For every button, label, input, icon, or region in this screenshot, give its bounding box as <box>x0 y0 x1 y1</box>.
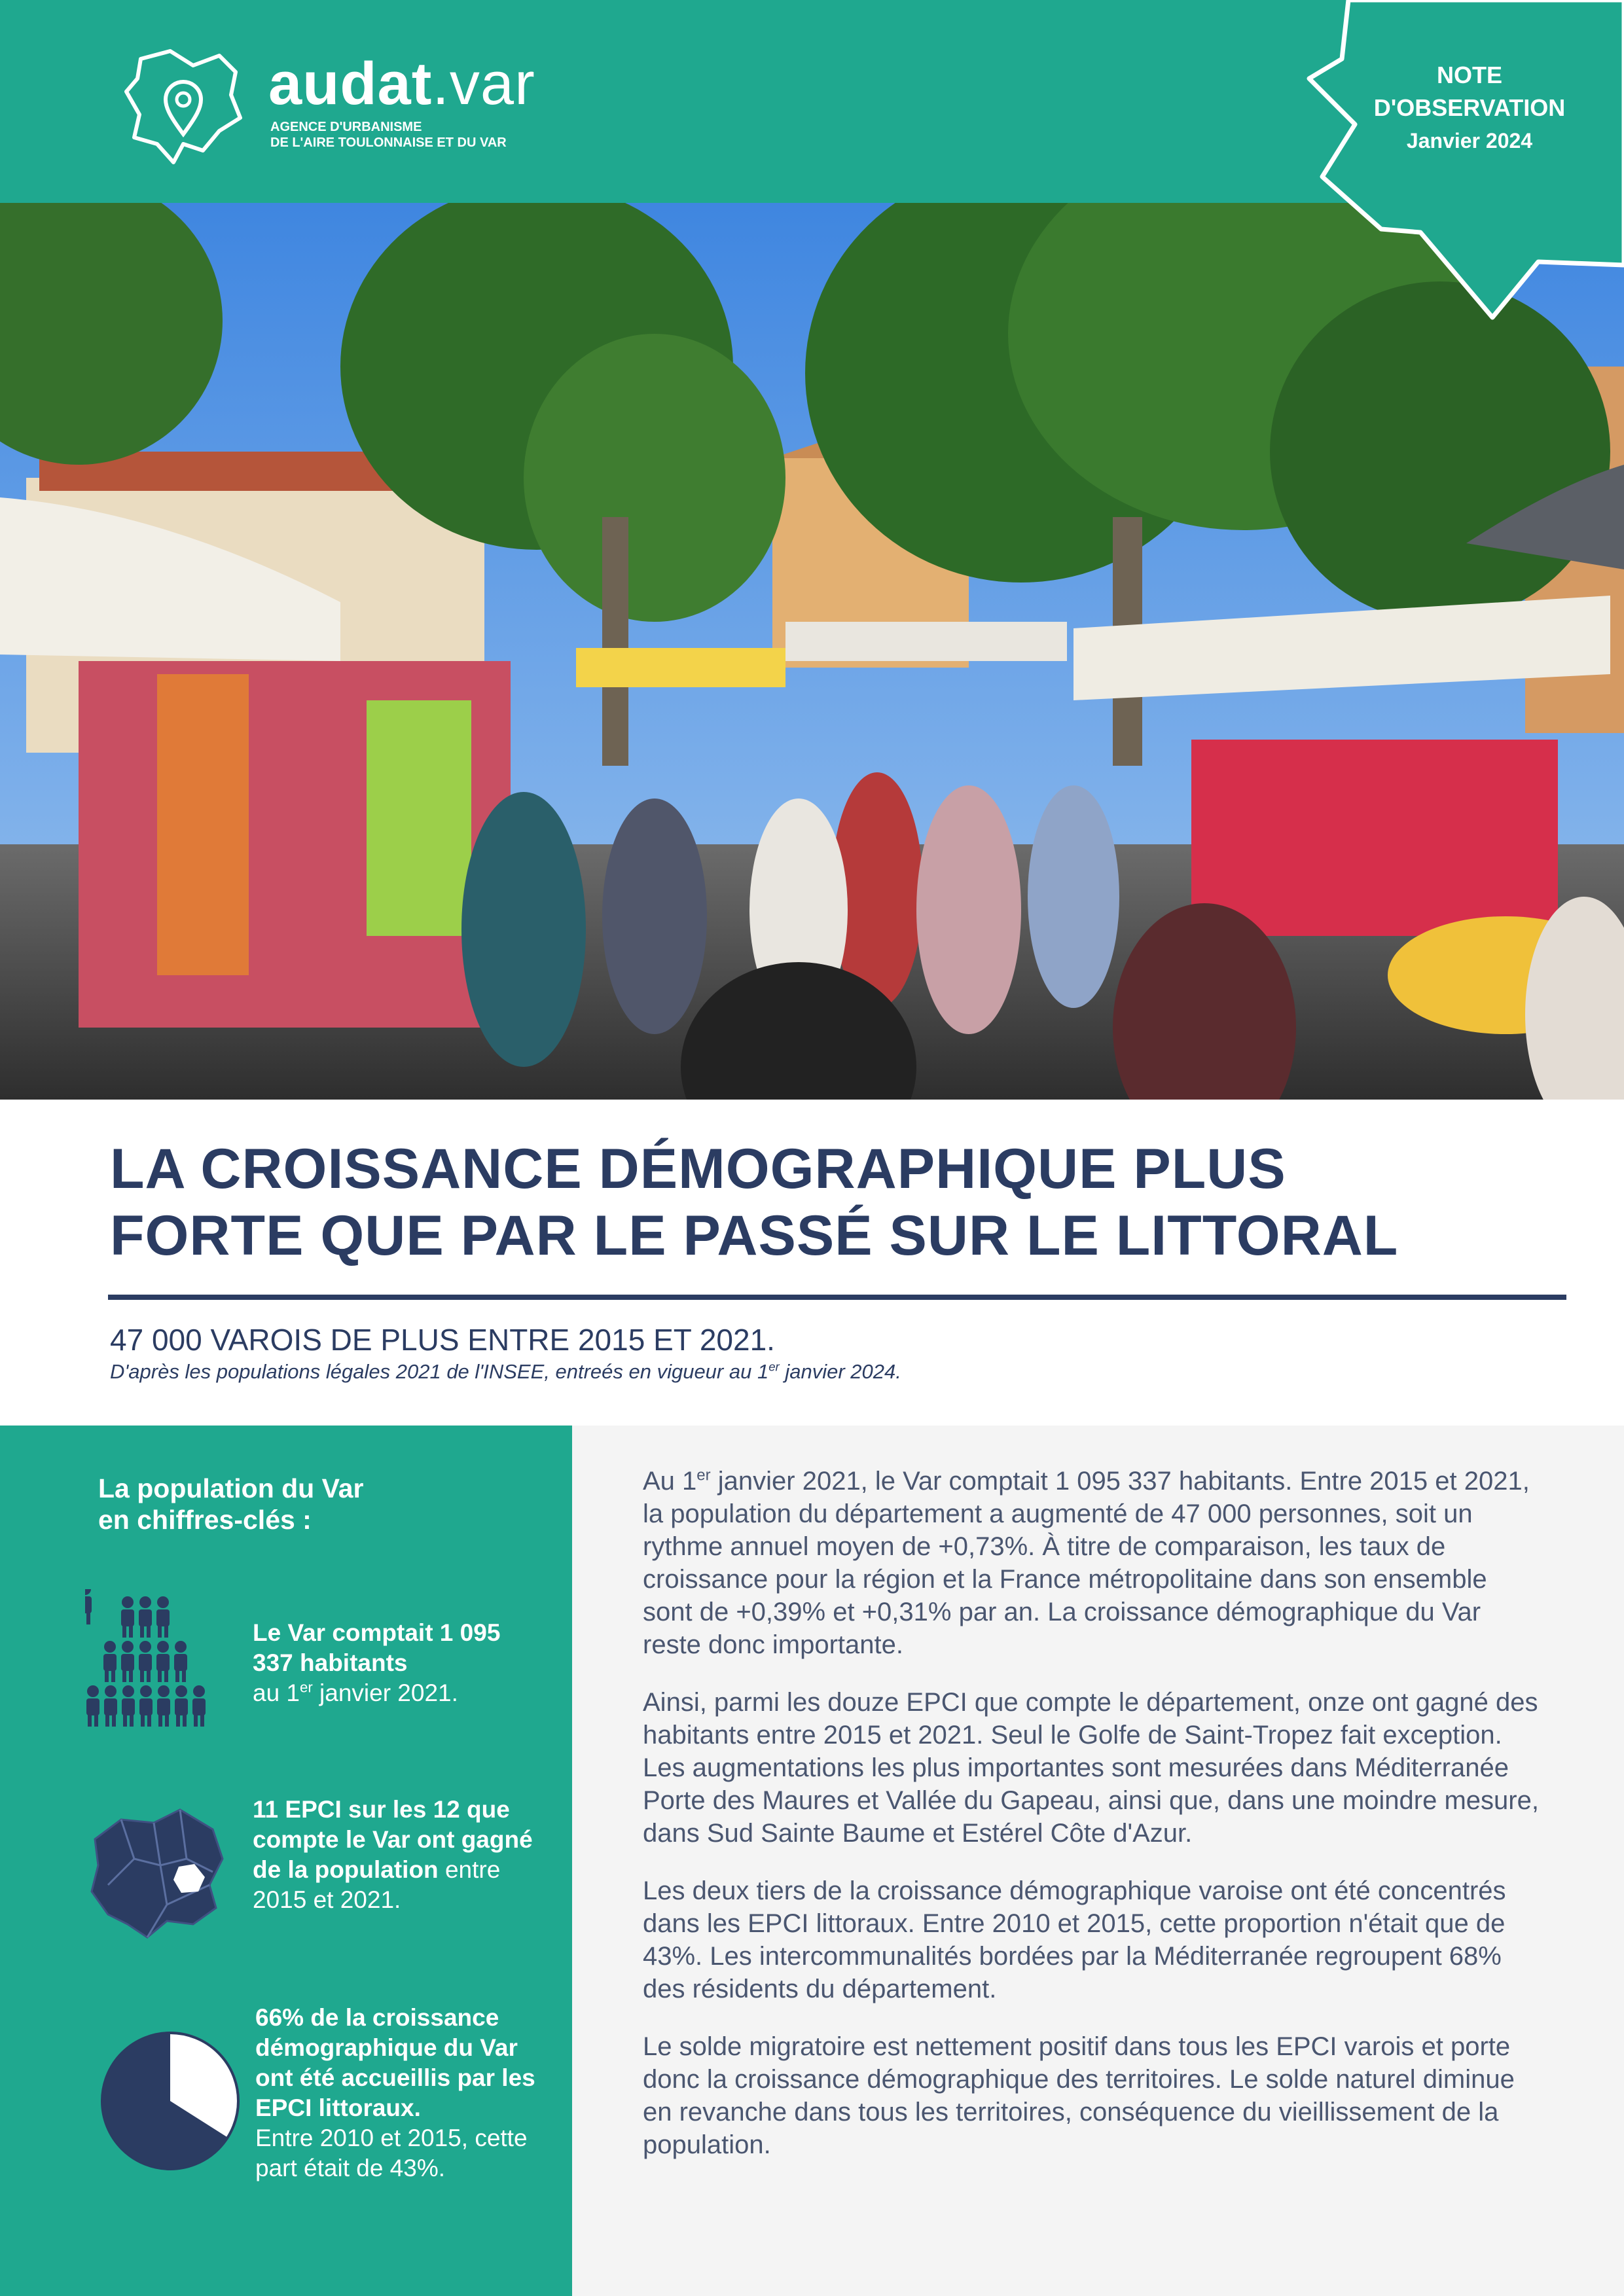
badge-line: D'OBSERVATION <box>1373 94 1566 121</box>
key-figures-heading-line: La population du Var <box>98 1473 364 1503</box>
brand-name: audat.var <box>268 50 535 117</box>
body-text <box>643 1465 1540 2186</box>
var-map-icon <box>82 1793 232 1944</box>
page-title-line: FORTE QUE PAR LE PASSÉ SUR LE LITTORAL <box>110 1204 1399 1267</box>
note-badge-shape <box>1303 0 1624 321</box>
key-figures-heading-line: en chiffres-clés : <box>98 1505 312 1535</box>
pie-chart-icon <box>98 2029 242 2173</box>
badge-date: Janvier 2024 <box>1406 129 1533 152</box>
body-paragraph: Le solde migratoire est nettement positif dans tous les EPCI varois et porte donc la croissance démographique des territoires. Le solde naturel diminue en revanche dans tous les territoires, conséquence du vieillissement de la population. <box>643 2032 1515 2159</box>
key-figure-population: Le Var comptait 1 095 337 habitants au 1er janvier 2021. <box>253 1619 501 1706</box>
source-note: D'après les populations légales 2021 de l'INSEE, entreés en vigueur au 1er janvier 2024. <box>110 1359 901 1383</box>
brand-subtitle-line: AGENCE D'URBANISME <box>270 120 422 134</box>
key-figure-epci: 11 EPCI sur les 12 que compte le Var ont gagné de la population entre 2015 et 2021. <box>253 1796 533 1913</box>
body-paragraph: Ainsi, parmi les douze EPCI que compte le département, onze ont gagné des habitants entre 2015 et 2021. Seul le Golfe de Saint-Tropez fait exception. Les augmentations les plus importantes sont mesurées dans Méditerranée Porte des Maures et Vallée du Gapeau, ainsi que, dans une moindre mesure, dans Sud Sainte Baume et Estérel Côte d'Azur. <box>643 1688 1539 1848</box>
people-group-icon <box>85 1589 216 1727</box>
key-figure-littoral: 66% de la croissance démographique du Var ont été accueillis par les EPCI littoraux. Entre 2010 et 2015, cette part était de 43%. <box>255 2004 535 2181</box>
audat-logo-icon <box>121 46 245 167</box>
body-paragraph: Les deux tiers de la croissance démographique varoise ont été concentrés dans les EPCI littoraux. Entre 2010 et 2015, cette proportion n'était que de 43%. Les intercommunalités bordées par la Méditerranée regroupent 68% des résidents du département. <box>643 1876 1506 2003</box>
badge-line: NOTE <box>1436 62 1502 88</box>
brand-subtitle-line: DE L'AIRE TOULONNAISE ET DU VAR <box>270 135 507 150</box>
note-badge <box>1368 59 1571 157</box>
subtitle: 47 000 VAROIS DE PLUS ENTRE 2015 ET 2021. <box>110 1323 775 1357</box>
brand-subtitle <box>270 119 507 151</box>
title-divider <box>108 1295 1566 1300</box>
page-title <box>110 1136 1583 1269</box>
market-street-photo <box>0 203 1624 1100</box>
key-figures-heading <box>98 1473 504 1535</box>
body-paragraph: Au 1er janvier 2021, le Var comptait 1 095 337 habitants. Entre 2015 et 2021, la population du département a augmenté de 47 000 personnes, soit un rythme annuel moyen de +0,73%. À titre de comparaison, les taux de croissance pour la région et la France métropolitaine dans son ensemble sont de +0,39% et +0,31% par an. La croissance démographique du Var reste donc importante. <box>643 1466 1530 1659</box>
page-title-line: LA CROISSANCE DÉMOGRAPHIQUE PLUS <box>110 1138 1286 1200</box>
